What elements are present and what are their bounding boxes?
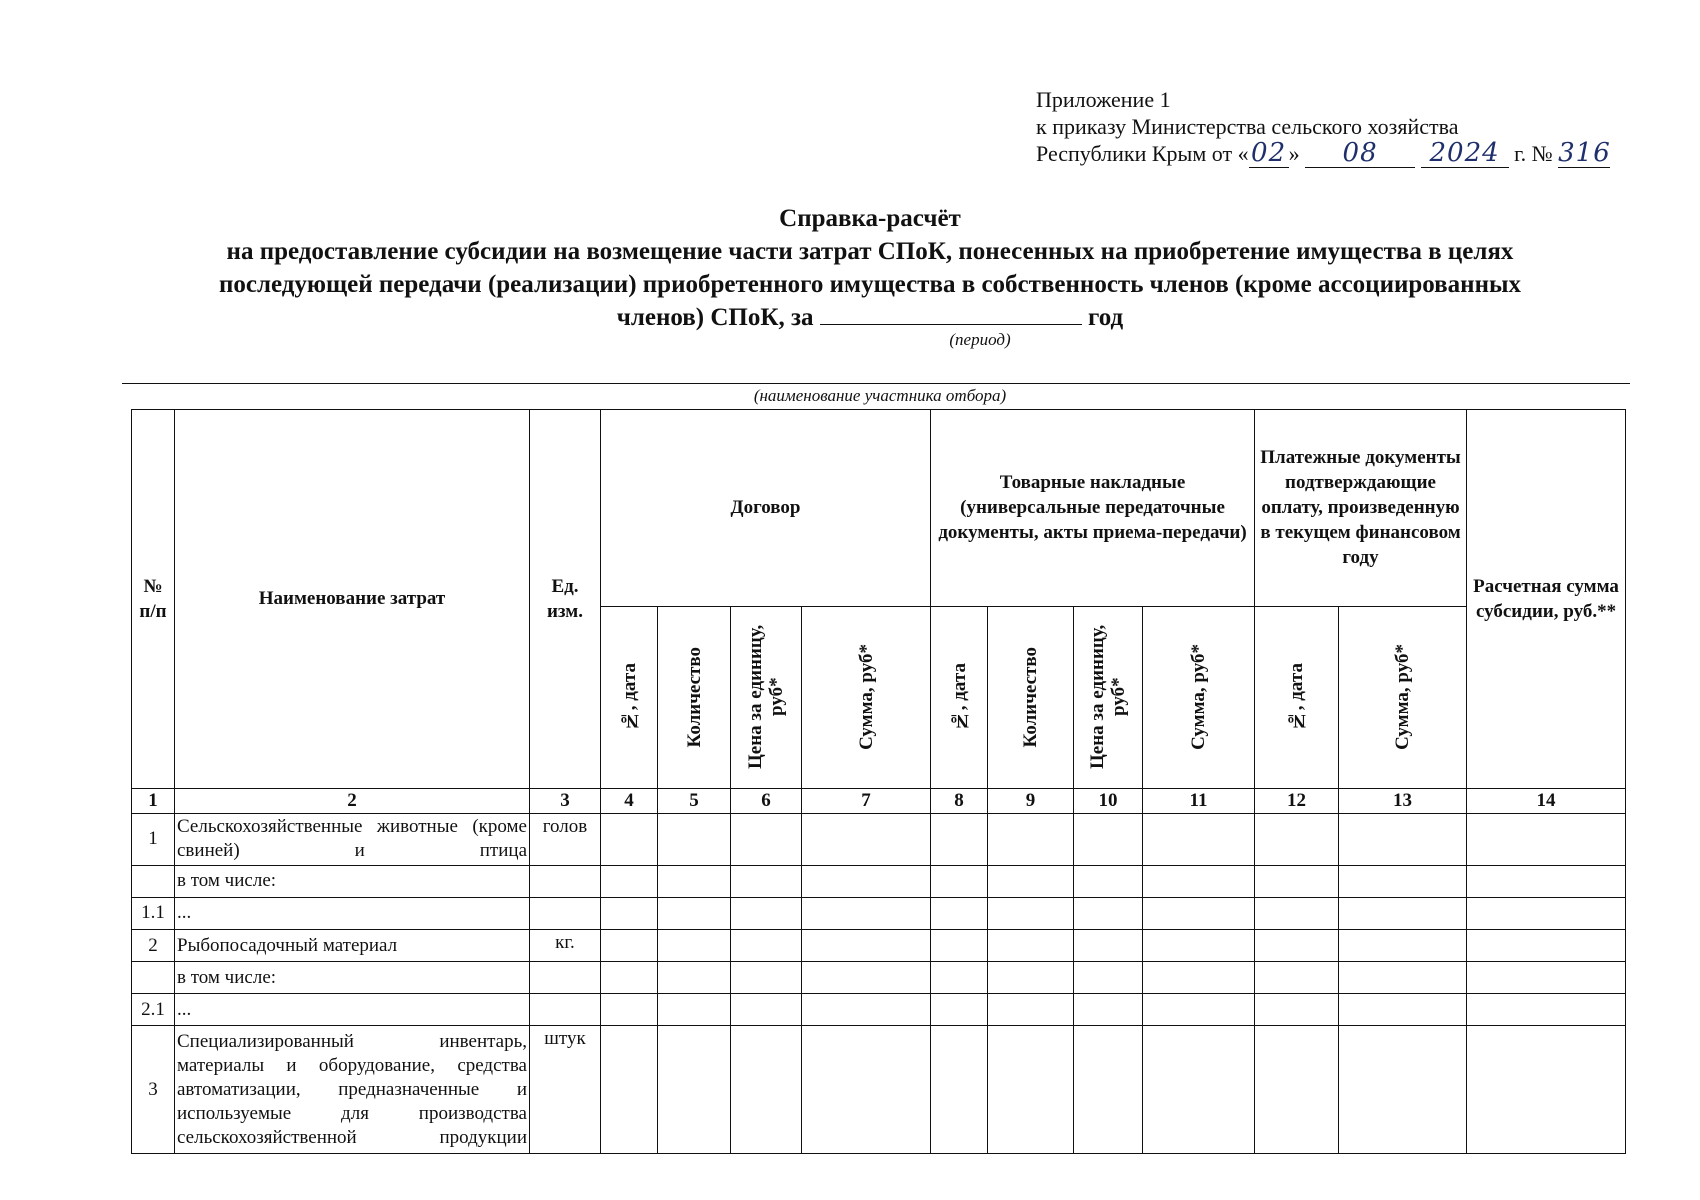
- table-cell[interactable]: [1143, 994, 1255, 1026]
- table-cell[interactable]: [931, 994, 988, 1026]
- table-row: [132, 865, 1626, 897]
- table-cell[interactable]: [1074, 930, 1143, 962]
- table-cell[interactable]: [931, 897, 988, 929]
- table-cell[interactable]: [1255, 813, 1339, 865]
- table-cell[interactable]: [988, 813, 1074, 865]
- column-number-row: [132, 788, 1626, 813]
- table-row: [132, 813, 1626, 865]
- table-cell[interactable]: [1255, 897, 1339, 929]
- table-cell[interactable]: [931, 1026, 988, 1154]
- row-name: Сельскохозяйственные животные (кроме свиней) и птица: [175, 813, 530, 865]
- row-name: в том числе:: [175, 865, 530, 897]
- table-cell[interactable]: [1467, 962, 1626, 994]
- table-cell[interactable]: [802, 897, 931, 929]
- table-cell[interactable]: [1467, 813, 1626, 865]
- table-row: [132, 897, 1626, 929]
- table-cell[interactable]: [601, 813, 658, 865]
- table-cell[interactable]: [1467, 930, 1626, 962]
- header-unit: Ед. изм.: [530, 410, 601, 789]
- row-name: в том числе:: [175, 962, 530, 994]
- header-invoice-sum: Сумма, руб*: [1143, 606, 1255, 788]
- table-cell[interactable]: [1255, 962, 1339, 994]
- title-line2: последующей передачи (реализации) приобретенного имущества в собственность членов (кроме ассоциированных: [218, 271, 1521, 298]
- row-unit: [530, 865, 601, 897]
- row-unit: голов: [530, 813, 601, 865]
- table-cell[interactable]: [658, 994, 731, 1026]
- table-cell[interactable]: [658, 813, 731, 865]
- header-contract: Договор: [601, 410, 931, 607]
- table-cell[interactable]: [731, 930, 802, 962]
- row-name: ...: [175, 994, 530, 1026]
- table-cell[interactable]: [1255, 994, 1339, 1026]
- row-index: 2: [132, 930, 175, 962]
- table-cell[interactable]: [988, 930, 1074, 962]
- table-cell[interactable]: [988, 962, 1074, 994]
- header-contract-qty: Количество: [658, 606, 731, 788]
- table-cell[interactable]: [1467, 1026, 1626, 1154]
- row-index: 2.1: [132, 994, 175, 1026]
- table-cell[interactable]: [1339, 962, 1467, 994]
- table-row: [132, 962, 1626, 994]
- table-cell[interactable]: [802, 994, 931, 1026]
- table-row: [132, 994, 1626, 1026]
- calculation-table: [131, 409, 1626, 1154]
- table-cell[interactable]: [1143, 930, 1255, 962]
- table-cell[interactable]: [601, 930, 658, 962]
- table-cell[interactable]: [931, 813, 988, 865]
- table-cell[interactable]: [1339, 994, 1467, 1026]
- col-num-11: 11: [1143, 788, 1255, 813]
- table-cell[interactable]: [1074, 865, 1143, 897]
- header-subsidy: Расчетная сумма субсидии, руб.**: [1467, 410, 1626, 789]
- table-cell[interactable]: [988, 897, 1074, 929]
- table-cell[interactable]: [802, 930, 931, 962]
- header-invoice-price: Цена за единицу, руб*: [1074, 606, 1143, 788]
- table-cell[interactable]: [1255, 865, 1339, 897]
- table-cell[interactable]: [802, 813, 931, 865]
- header-contract-doc: №, дата: [601, 606, 658, 788]
- table-cell[interactable]: [1143, 962, 1255, 994]
- table-cell[interactable]: [1339, 930, 1467, 962]
- table-cell[interactable]: [1255, 930, 1339, 962]
- table-cell[interactable]: [1339, 865, 1467, 897]
- handwritten-day: 02: [1249, 140, 1289, 168]
- col-num-12: 12: [1255, 788, 1339, 813]
- header-contract-price: Цена за единицу, руб*: [731, 606, 802, 788]
- table-cell[interactable]: [1467, 994, 1626, 1026]
- participant-caption: (наименование участника отбора): [753, 386, 1007, 405]
- annex-year-suffix: г. №: [1514, 141, 1553, 166]
- table-cell[interactable]: [731, 1026, 802, 1154]
- col-num-4: 4: [601, 788, 658, 813]
- table-cell[interactable]: [658, 897, 731, 929]
- table-cell[interactable]: [1074, 897, 1143, 929]
- row-index: [132, 962, 175, 994]
- table-cell[interactable]: [601, 865, 658, 897]
- table-cell[interactable]: [931, 962, 988, 994]
- header-row-1: [132, 410, 1626, 607]
- row-index: 1: [132, 813, 175, 865]
- annex-block: [1036, 86, 1610, 168]
- table-cell[interactable]: [731, 813, 802, 865]
- handwritten-year: 2024: [1421, 140, 1509, 168]
- header-payment-sum: Сумма, руб*: [1339, 606, 1467, 788]
- col-num-14: 14: [1467, 788, 1626, 813]
- header-invoice-qty: Количество: [988, 606, 1074, 788]
- table-cell[interactable]: [658, 865, 731, 897]
- table-cell[interactable]: [931, 930, 988, 962]
- table-cell[interactable]: [1143, 813, 1255, 865]
- table-row: [132, 1026, 1626, 1154]
- row-unit: [530, 897, 601, 929]
- table-cell[interactable]: [802, 865, 931, 897]
- table-cell[interactable]: [1074, 994, 1143, 1026]
- title-line1: на предоставление субсидии на возмещение части затрат СПоК, понесенных на приобретение имущества в целях: [226, 238, 1514, 265]
- row-name: ...: [175, 897, 530, 929]
- col-num-2: 2: [175, 788, 530, 813]
- header-name: Наименование затрат: [175, 410, 530, 789]
- annex-quote-close: »: [1288, 141, 1300, 166]
- title-line3-start: членов) СПоК, за: [616, 304, 814, 331]
- header-contract-sum: Сумма, руб*: [802, 606, 931, 788]
- col-num-8: 8: [931, 788, 988, 813]
- col-num-9: 9: [988, 788, 1074, 813]
- header-payment-doc: №, дата: [1255, 606, 1339, 788]
- row-name: Рыбопосадочный материал: [175, 930, 530, 962]
- title-main: Справка-расчёт: [779, 205, 961, 232]
- annex-line1: Приложение 1: [1036, 87, 1171, 112]
- table-cell[interactable]: [601, 994, 658, 1026]
- row-unit: [530, 962, 601, 994]
- period-blank-line: [820, 302, 1082, 325]
- table-cell[interactable]: [1143, 1026, 1255, 1154]
- col-num-3: 3: [530, 788, 601, 813]
- table-cell[interactable]: [601, 962, 658, 994]
- table-cell[interactable]: [1074, 1026, 1143, 1154]
- table-cell[interactable]: [601, 1026, 658, 1154]
- table-cell[interactable]: [988, 1026, 1074, 1154]
- row-name: Специализированный инвентарь, материалы и оборудование, средства автоматизации, предназначенные и используемые для производства сельскохозяйственной продукции: [175, 1026, 530, 1154]
- table-cell[interactable]: [658, 1026, 731, 1154]
- table-cell[interactable]: [1467, 865, 1626, 897]
- row-index: 3: [132, 1026, 175, 1154]
- header-invoices: Товарные накладные (универсальные передаточные документы, акты приема-передачи): [931, 410, 1255, 607]
- period-caption: (период): [949, 330, 1011, 349]
- participant-name-line: [122, 383, 1630, 384]
- table-cell[interactable]: [1255, 1026, 1339, 1154]
- annex-line3: [1036, 140, 1610, 168]
- header-invoice-doc: №, дата: [931, 606, 988, 788]
- table-cell[interactable]: [731, 865, 802, 897]
- table-cell[interactable]: [1339, 813, 1467, 865]
- title-line3: [120, 301, 1620, 334]
- table-cell[interactable]: [658, 962, 731, 994]
- table-cell[interactable]: [931, 865, 988, 897]
- table-cell[interactable]: [1467, 897, 1626, 929]
- row-unit: кг.: [530, 930, 601, 962]
- col-num-13: 13: [1339, 788, 1467, 813]
- table-cell[interactable]: [731, 962, 802, 994]
- row-unit: штук: [530, 1026, 601, 1154]
- header-payments: Платежные документы подтверждающие оплату, произведенную в текущем финансовом году: [1255, 410, 1467, 607]
- title-line3-end: год: [1088, 304, 1124, 331]
- row-index: [132, 865, 175, 897]
- annex-line2: к приказу Министерства сельского хозяйства: [1036, 114, 1459, 139]
- table-cell[interactable]: [1143, 865, 1255, 897]
- col-num-10: 10: [1074, 788, 1143, 813]
- col-num-1: 1: [132, 788, 175, 813]
- table-row: [132, 930, 1626, 962]
- handwritten-month: 08: [1305, 140, 1415, 168]
- table-cell[interactable]: [802, 1026, 931, 1154]
- table-cell[interactable]: [988, 994, 1074, 1026]
- col-num-6: 6: [731, 788, 802, 813]
- table-cell[interactable]: [1143, 897, 1255, 929]
- row-unit: [530, 994, 601, 1026]
- handwritten-number: 316: [1558, 138, 1611, 168]
- document-title: [120, 202, 1620, 334]
- table-cell[interactable]: [601, 897, 658, 929]
- table-cell[interactable]: [731, 994, 802, 1026]
- table-cell[interactable]: [731, 897, 802, 929]
- table-cell[interactable]: [988, 865, 1074, 897]
- col-num-5: 5: [658, 788, 731, 813]
- table-cell[interactable]: [1339, 897, 1467, 929]
- table-cell[interactable]: [658, 930, 731, 962]
- header-num: № п/п: [132, 410, 175, 789]
- table-cell[interactable]: [802, 962, 931, 994]
- annex-line3-prefix: Республики Крым от «: [1036, 141, 1249, 166]
- table-cell[interactable]: [1074, 962, 1143, 994]
- row-index: 1.1: [132, 897, 175, 929]
- col-num-7: 7: [802, 788, 931, 813]
- table-cell[interactable]: [1339, 1026, 1467, 1154]
- table-cell[interactable]: [1074, 813, 1143, 865]
